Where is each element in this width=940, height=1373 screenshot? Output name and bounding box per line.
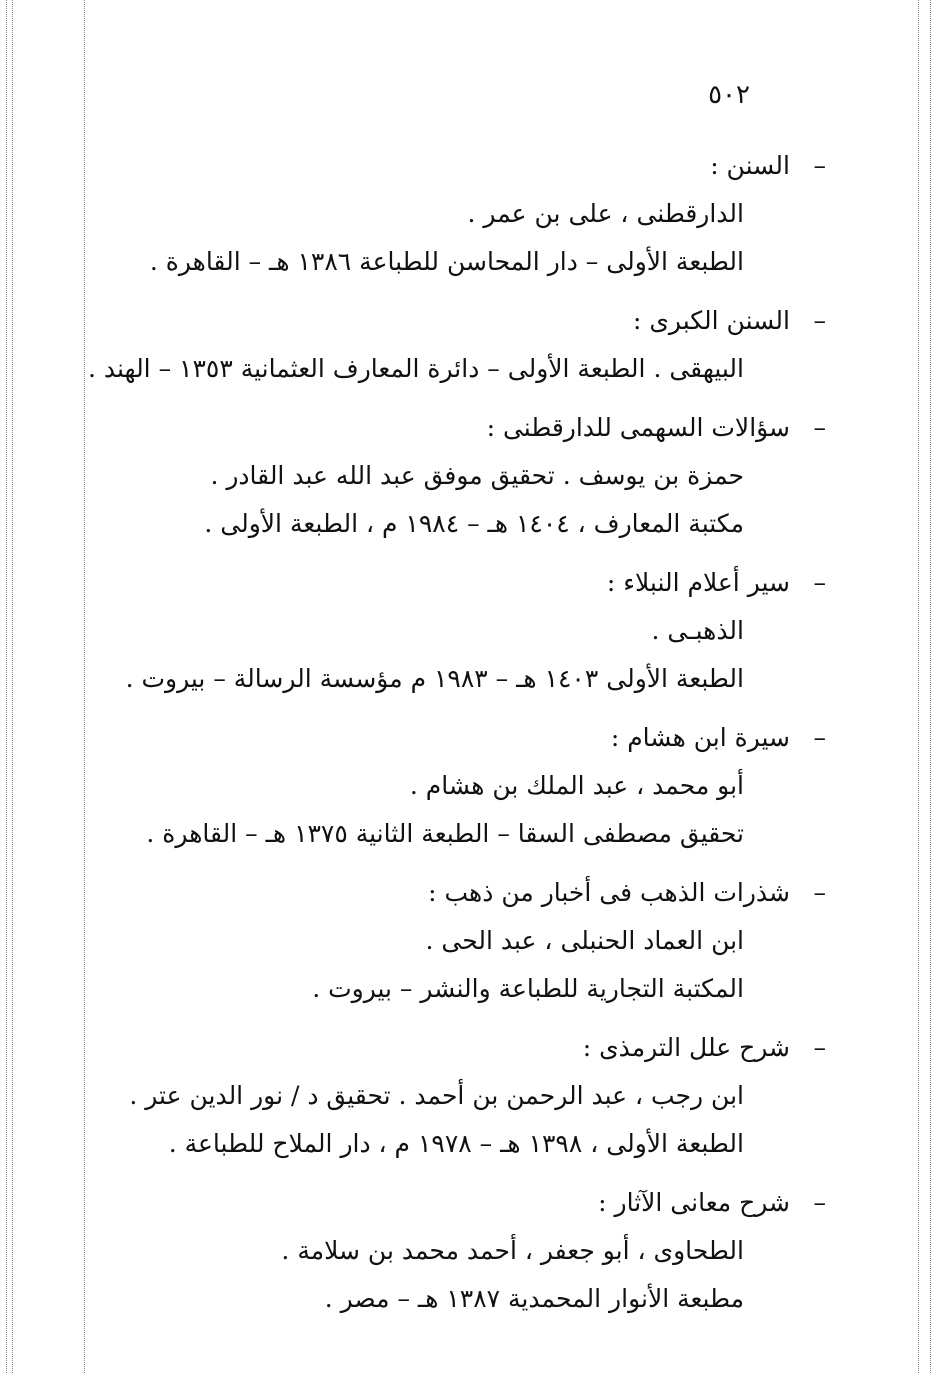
entry-line: الطبعة الأولى ١٤٠٣ هـ – ١٩٨٣ م مؤسسة الرسالة – بيروت . — [125, 664, 744, 693]
entry-line: الدارقطنى ، على بن عمر . — [467, 199, 744, 228]
entry-title-row — [130, 404, 826, 452]
entry-line: الطبعة الأولى ، ١٣٩٨ هـ – ١٩٧٨ م ، دار الملاح للطباعة . — [168, 1129, 744, 1158]
entry-dash: – — [813, 568, 826, 597]
entry-dash: – — [813, 878, 826, 907]
scan-edge-line — [930, 0, 931, 1373]
bibliography-entry — [130, 404, 826, 548]
entry-line: حمزة بن يوسف . تحقيق موفق عبد الله عبد القادر . — [210, 461, 744, 490]
entry-title: سيرة ابن هشام : — [610, 723, 790, 752]
entry-title-row — [130, 142, 826, 190]
bibliography-entry — [130, 714, 826, 858]
entry-line: تحقيق مصطفى السقا – الطبعة الثانية ١٣٧٥ هـ – القاهرة . — [146, 819, 744, 848]
entry-title: شذرات الذهب فى أخبار من ذهب : — [428, 878, 790, 907]
entry-line: مكتبة المعارف ، ١٤٠٤ هـ – ١٩٨٤ م ، الطبعة الأولى . — [204, 509, 744, 538]
bibliography-entry — [130, 1179, 826, 1323]
entry-title-row — [130, 297, 826, 345]
page-number: ٥٠٢ — [708, 80, 750, 110]
entry-title-row — [130, 714, 826, 762]
entry-title: شرح معانى الآثار : — [598, 1188, 790, 1217]
entry-line: أبو محمد ، عبد الملك بن هشام . — [409, 771, 744, 800]
bibliography-entry — [130, 142, 826, 286]
scan-edge-line — [84, 0, 85, 1373]
entry-line: ابن العماد الحنبلى ، عبد الحى . — [425, 926, 744, 955]
entry-title-row — [130, 1024, 826, 1072]
entry-line: البيهقى . الطبعة الأولى – دائرة المعارف العثمانية ١٣٥٣ – الهند . — [87, 354, 744, 383]
entry-title-row — [130, 559, 826, 607]
bibliography-list — [87, 142, 826, 1334]
entry-dash: – — [813, 413, 826, 442]
entry-line: مطبعة الأنوار المحمدية ١٣٨٧ هـ – مصر . — [324, 1284, 744, 1313]
entry-title: سير أعلام النبلاء : — [606, 568, 790, 597]
scan-edge-line — [6, 0, 7, 1373]
entry-line: الطحاوى ، أبو جعفر ، أحمد محمد بن سلامة . — [281, 1236, 744, 1265]
entry-line: المكتبة التجارية للطباعة والنشر – بيروت . — [312, 974, 744, 1003]
entry-title: السنن : — [710, 151, 790, 180]
entry-dash: – — [813, 306, 826, 335]
entry-dash: – — [813, 1033, 826, 1062]
bibliography-entry — [130, 869, 826, 1013]
entry-title-row — [130, 1179, 826, 1227]
entry-line: الذهبـى . — [651, 616, 744, 645]
entry-title: شرح علل الترمذى : — [582, 1033, 790, 1062]
bibliography-entry — [87, 297, 826, 393]
entry-title: سؤالات السهمى للدارقطنى : — [486, 413, 790, 442]
entry-dash: – — [813, 1188, 826, 1217]
bibliography-entry — [125, 559, 826, 703]
entry-dash: – — [813, 723, 826, 752]
bibliography-entry — [129, 1024, 826, 1168]
entry-line: الطبعة الأولى – دار المحاسن للطباعة ١٣٨٦ هـ – القاهرة . — [149, 247, 744, 276]
entry-dash: – — [813, 151, 826, 180]
entry-title-row — [130, 869, 826, 917]
entry-title: السنن الكبرى : — [632, 306, 790, 335]
scan-edge-line — [12, 0, 13, 1373]
entry-line: ابن رجب ، عبد الرحمن بن أحمد . تحقيق د / نور الدين عتر . — [129, 1081, 744, 1110]
scan-edge-line — [918, 0, 919, 1373]
